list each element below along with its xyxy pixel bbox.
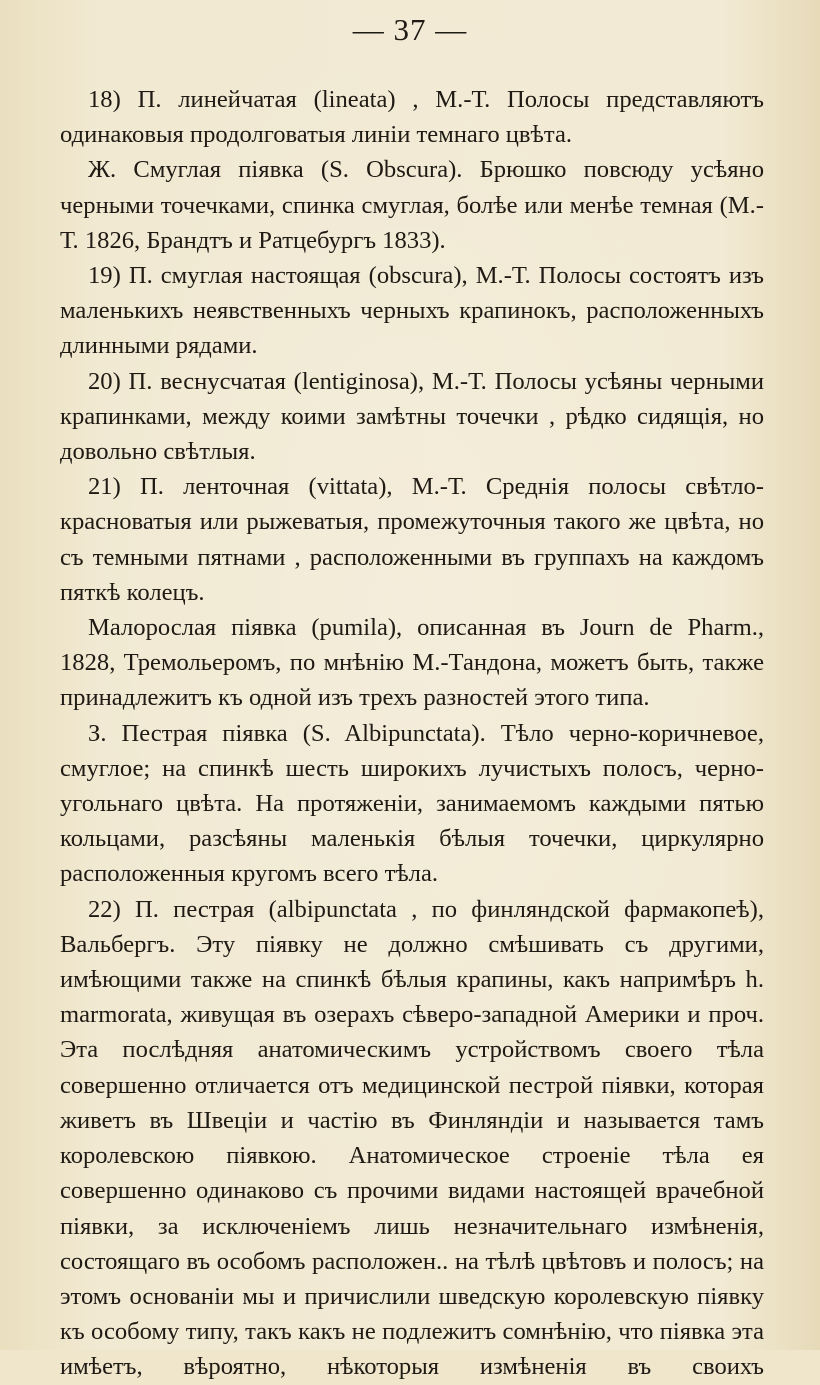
- page-number: — 37 —: [352, 12, 468, 47]
- paragraph-pumila: Малорослая піявка (pumila), описанная въ Journ de Pharm., 1828, Тремольеромъ, по мнѣнію М.-Тандона, можетъ быть, также принадлежитъ къ одной изъ трехъ разностей этого типа.: [60, 614, 764, 712]
- paragraph-18-lineata: 18) П. линейчатая (lineata) , М.-Т. Полосы представляютъ одинаковыя продолговатыя линіи темнаго цвѣта.: [60, 86, 764, 149]
- paragraph-22-albipunctata: 22) П. пестрая (albipunctata , по финляндской фармакопеѣ), Вальбергъ. Эту піявку не должно смѣшивать съ другими, имѣющими также на спинкѣ бѣлыя крапины, какъ напримѣръ h. marmorata, живущая въ озерахъ сѣверо-западной Америки и проч. Эта послѣдняя анатомическимъ устройствомъ своего тѣла совершенно отличается отъ медицинской пестрой піявки, которая живетъ въ Швеціи и частію въ Финляндіи и называется тамъ королевскою піявкою. Анатомическое строеніе тѣла ея совершенно одинаково съ прочими видами настоящей врачебной піявки, за исключеніемъ лишь незначительнаго измѣненія, состоящаго въ особомъ расположен.. на тѣлѣ цвѣтовъ и полосъ; на этомъ основаніи мы и причислили шведскую королевскую піявку къ особому типу, такъ какъ не подлежитъ сомнѣнію, что піявка эта имѣетъ, вѣроятно, нѣкоторыя измѣненія въ своихъ: [60, 895, 764, 1381]
- body-text: [60, 82, 764, 1385]
- paragraph-21-vittata: 21) П. ленточная (vittata), М.-Т. Среднія полосы свѣтло-красноватыя или рыжеватыя, промежуточныя такого же цвѣта, но съ темными пятнами , расположенными въ группахъ на каждомъ пяткѣ колецъ.: [60, 473, 764, 606]
- paragraph-20-lentiginosa: 20) П. веснусчатая (lentiginosa), М.-Т. Полосы усѣяны черными крапинками, между коими замѣтны точечки , рѣдко сидящія, но довольно свѣтлыя.: [60, 367, 764, 466]
- paragraph-zh-obscura: Ж. Смуглая піявка (S. Obscura). Брюшко повсюду усѣяно черными точечками, спинка смуглая, болѣе или менѣе темная (М.-Т. 1826, Брандтъ и Ратцебургъ 1833).: [60, 156, 764, 254]
- paragraph-z3-albipunctata: З. Пестрая піявка (S. Albipunctata). Тѣло черно-коричневое, смуглое; на спинкѣ шесть широкихъ лучистыхъ полосъ, черно-угольнаго цвѣта. На протяженіи, занимаемомъ каждыми пятью кольцами, разсѣяны маленькія бѣлыя точечки, циркулярно расположенныя кругомъ всего тѣла.: [60, 719, 764, 888]
- paragraph-19-obscura: 19) П. смуглая настоящая (obscura), М.-Т. Полосы состоятъ изъ маленькихъ неявственныхъ черныхъ крапинокъ, расположенныхъ длинными рядами.: [60, 262, 764, 360]
